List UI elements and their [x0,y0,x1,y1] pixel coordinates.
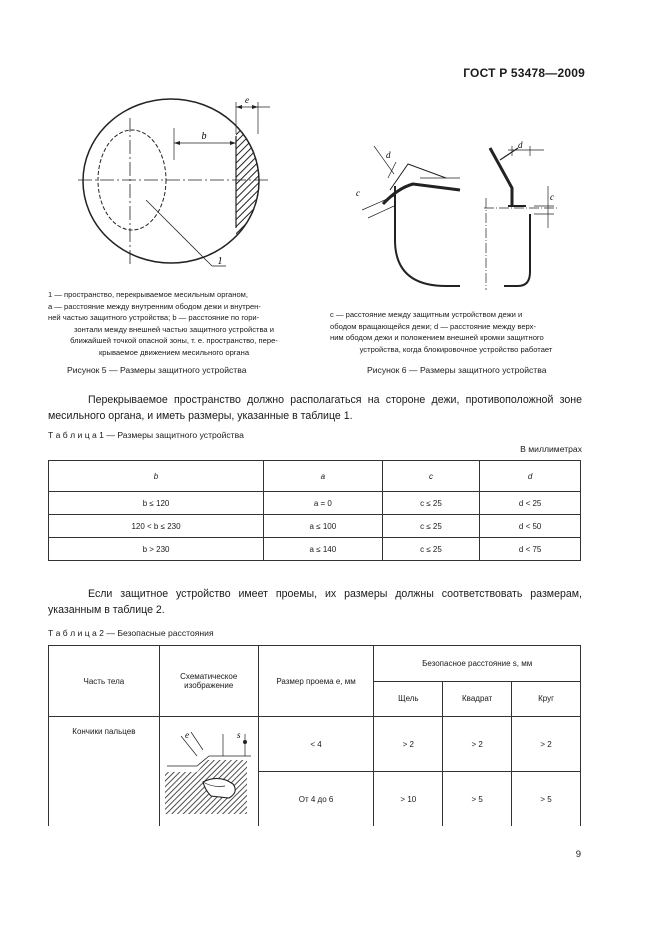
table2 [48,645,581,826]
fingertip-schematic [163,726,255,818]
table2-header-safe-distance: Безопасное расстояние s, мм [374,646,581,682]
table-cell: > 5 [443,772,512,827]
fig5-label-1: 1 [217,256,223,267]
figure5-caption: Рисунок 5 — Размеры защитного устройства [67,365,247,375]
figure5-legend [48,289,300,358]
figure5-drawing [70,88,280,288]
table-row [49,538,581,561]
fig5-legend-line: зонтали между внешней частью защитного устройства и [73,324,274,334]
table-cell: < 4 [258,717,374,772]
table-cell: > 2 [512,717,581,772]
paragraph-1: Перекрываемое пространство должно располагаться на стороне дежи, противоположной зоне месильного органа, и иметь размеры, указанные в таблице 1. [48,394,582,422]
fig5-label-b: b [201,131,207,142]
fig6-legend-line: c — расстояние между защитным устройством дежи и [330,310,523,319]
table-cell: c ≤ 25 [382,538,480,561]
fig6-legend-line: устройства, когда блокировочное устройство работает [359,344,553,354]
document-header: ГОСТ Р 53478—2009 [463,66,585,80]
table-row [49,717,581,772]
table2-header-opening: Размер проема e, мм [258,646,374,717]
fig6-label-d-right: d [518,140,523,150]
fig5-legend-line: ближайшей точкой опасной зоны, т. е. пространство, пере- [70,336,278,345]
fig6-right-bowl [504,214,530,286]
schematic-label-s: s [236,729,241,740]
table2-schematic-cell [159,717,258,827]
table-cell: > 10 [374,772,443,827]
page-number: 9 [575,849,581,860]
table-cell: a ≤ 100 [264,515,383,538]
fig5-legend-line: ней частью защитного устройства; b — расстояние по гори- [48,313,260,322]
table2-header-square: Квадрат [443,681,512,717]
fig5-legend-line: крываемое движением месильного органа [98,347,250,357]
table1-units: В миллиметрах [520,444,582,454]
fig6-label-c-left: c [356,188,360,198]
table-header-row [49,461,581,492]
fig5-legend-line: a — расстояние между внутренним ободом дежи и внутрен- [48,301,261,311]
fig5-outer-ellipse [83,99,259,263]
table1-header-b: b [49,461,264,492]
table2-header-circle: Круг [512,681,581,717]
fig5-label-e: e [245,95,249,105]
fig6-left-bowl [395,186,460,286]
paragraph-2: Если защитное устройство имеет проемы, их размеры должны соответствовать размерам, указанным в таблице 2. [48,588,582,616]
table2-header-schematic: Схематическое изображение [159,646,258,717]
table1 [48,460,581,561]
table-cell: a = 0 [264,492,383,515]
figure6-drawing [348,138,558,293]
fig5-legend-line: 1 — пространство, перекрываемое месильным органом, [48,290,249,299]
table-cell: d < 50 [480,515,581,538]
figure6-legend [330,309,582,355]
table-cell: > 2 [374,717,443,772]
table-cell: a ≤ 140 [264,538,383,561]
table1-title: Т а б л и ц а 1 — Размеры защитного устройства [48,430,244,440]
table-cell: b ≤ 120 [49,492,264,515]
fig6-legend-line: ободом вращающейся дежи; d — расстояние между верх- [330,321,537,331]
table-cell: b > 230 [49,538,264,561]
fig6-legend-line: ним ободом дежи и положением внешней кромки защитного [330,333,544,342]
schematic-label-e: e [184,729,189,740]
table-cell: 120 < b ≤ 230 [49,515,264,538]
table-cell: > 5 [512,772,581,827]
table-cell: c ≤ 25 [382,515,480,538]
table2-row-label: Кончики пальцев [49,717,160,827]
fig6-label-d-left: d [386,150,391,160]
fig6-right-guard [490,148,512,206]
table-cell: d < 25 [480,492,581,515]
table2-header-slot: Щель [374,681,443,717]
table2-header-body-part: Часть тела [49,646,160,717]
table-cell: > 2 [443,717,512,772]
table-cell: От 4 до 6 [258,772,374,827]
table-cell: d < 75 [480,538,581,561]
table-row [49,515,581,538]
table-row [49,492,581,515]
figure6-caption: Рисунок 6 — Размеры защитного устройства [367,365,547,375]
table-header-row [49,646,581,682]
table1-header-d: d [480,461,581,492]
table1-header-c: c [382,461,480,492]
fig6-label-c-right: c [550,192,554,202]
table1-header-a: a [264,461,383,492]
table-cell: c ≤ 25 [382,492,480,515]
table2-title: Т а б л и ц а 2 — Безопасные расстояния [48,628,214,638]
